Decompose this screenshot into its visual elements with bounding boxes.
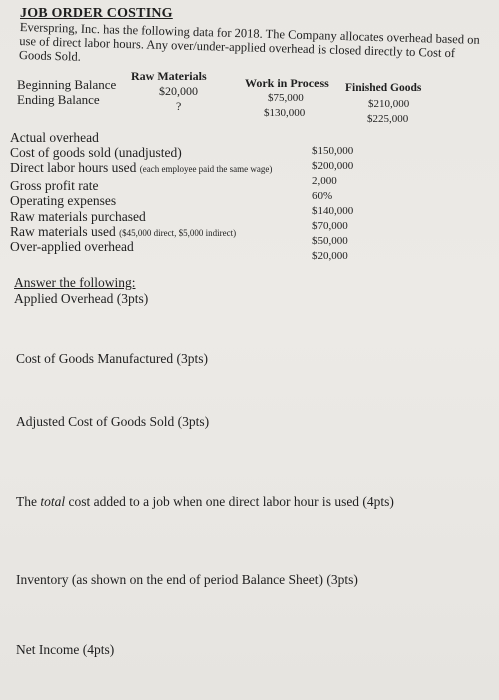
fact-value: $50,000	[312, 235, 348, 247]
col-raw-materials: Raw Materials	[131, 69, 207, 83]
fact-label-text: Direct labor hours used	[10, 160, 137, 175]
question-pre: The	[16, 494, 41, 509]
fact-label	[10, 224, 236, 240]
fact-label: Gross profit rate	[10, 178, 99, 193]
fact-label: Operating expenses	[10, 193, 117, 208]
wip-beginning: $75,000	[268, 92, 304, 104]
fact-label-text: Raw materials used	[10, 224, 116, 239]
fg-ending: $225,000	[367, 113, 409, 125]
fact-value: 60%	[312, 190, 333, 202]
question-emphasis: total	[40, 494, 66, 509]
col-work-in-process: Work in Process	[245, 76, 329, 90]
fact-value: $20,000	[312, 250, 348, 262]
raw-ending: ?	[176, 99, 182, 113]
fact-label	[10, 160, 272, 176]
intro-paragraph: Everspring, Inc. has the following data for 2018. The Company allocates overhead based on use of direct labor hours. Any over/under-applied overhead is closed directly to Cost of Goods Sold.	[18, 20, 480, 64]
question: Cost of Goods Manufactured (3pts)	[16, 351, 208, 366]
question: Applied Overhead (3pts)	[14, 291, 149, 306]
raw-beginning: $20,000	[159, 84, 198, 98]
fact-note: (each employee paid the same wage)	[139, 164, 273, 174]
fact-label: Cost of goods sold (unadjusted)	[10, 145, 182, 160]
wip-ending: $130,000	[264, 107, 306, 119]
question: Net Income (4pts)	[16, 642, 115, 657]
fact-value: $140,000	[312, 205, 354, 217]
col-finished-goods: Finished Goods	[345, 82, 422, 94]
fact-label: Actual overhead	[10, 130, 99, 145]
fact-note: ($45,000 direct, $5,000 indirect)	[119, 228, 237, 238]
fact-value: $70,000	[312, 220, 348, 232]
question-post: cost added to a job when one direct labor hour is used (4pts)	[65, 494, 394, 509]
fact-label: Over-applied overhead	[10, 239, 134, 254]
row-ending-label: Ending Balance	[17, 92, 100, 107]
fact-value: $150,000	[312, 145, 354, 157]
question: Inventory (as shown on the end of period Balance Sheet) (3pts)	[16, 572, 358, 587]
answer-heading: Answer the following:	[14, 275, 136, 290]
question: Adjusted Cost of Goods Sold (3pts)	[16, 414, 210, 429]
row-beginning-label: Beginning Balance	[17, 77, 117, 92]
question	[16, 494, 394, 510]
fact-value: $200,000	[312, 160, 354, 172]
fact-label: Raw materials purchased	[10, 209, 146, 224]
fg-beginning: $210,000	[368, 98, 410, 110]
fact-value: 2,000	[312, 175, 337, 187]
page-title: JOB ORDER COSTING	[20, 6, 173, 21]
